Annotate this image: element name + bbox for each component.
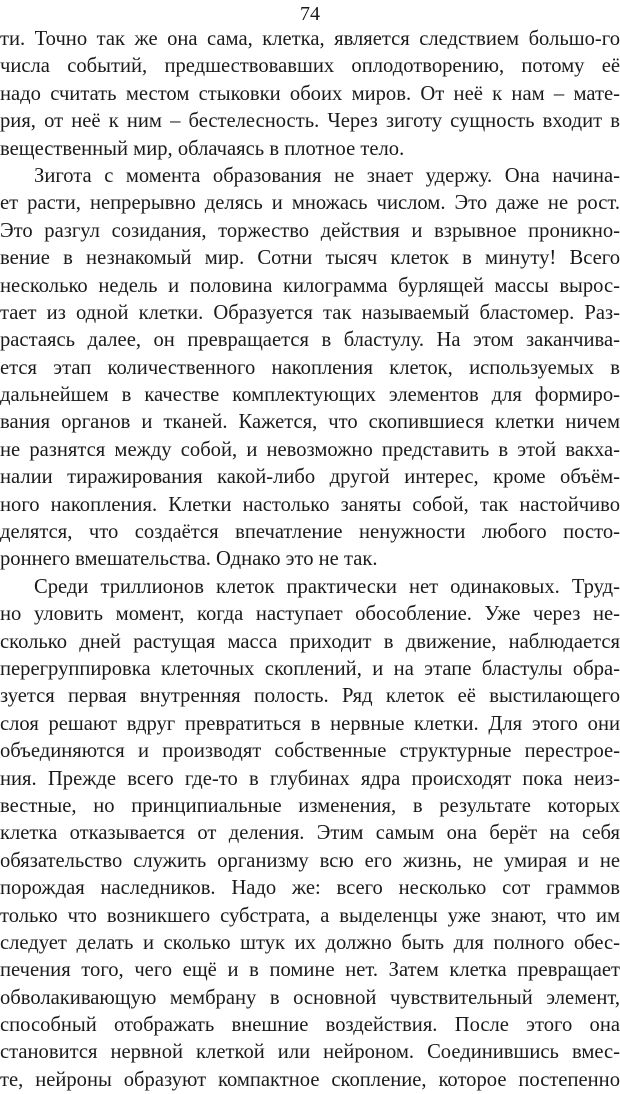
paragraph-end-line: вещественный мир, облачаясь в плотное тело. <box>0 137 405 160</box>
text-line: рия, от неё к ним – бестелесность. Через зиготу сущность входит в <box>0 110 620 133</box>
text-line: не разнятся между собой, и невозможно представить в этой вакха- <box>0 438 620 461</box>
text-line: растаясь далее, он превращается в бластулу. На этом заканчива- <box>0 329 620 352</box>
text-line: перегруппировка клеточных скоплений, и на этапе бластулы обра- <box>0 657 620 680</box>
text-line: вестные, но принципиальные изменения, в результате которых <box>0 794 620 817</box>
text-line: налии тиражирования какой-либо другой интерес, кроме объём- <box>0 466 620 489</box>
text-line: сколько дней растущая масса приходит в движение, наблюдается <box>0 630 620 653</box>
text-line: ти. Точно так же она сама, клетка, является следствием большо-го <box>0 28 620 50</box>
text-line: те, нейроны образуют компактное скопление, которое постепенно <box>0 1068 620 1091</box>
paragraph-start-line: Зигота с момента образования не знает удержу. Она начина- <box>34 164 620 187</box>
text-line: ется этап количественного накопления клеток, используемых в <box>0 356 620 379</box>
text-line: порождая наследников. Надо же: всего несколько сот граммов <box>0 877 620 900</box>
text-line: следует делать и сколько штук их должно быть для полного обес- <box>0 931 620 954</box>
text-line: печения того, чего ещё и в помине нет. Затем клетка превращает <box>0 959 620 982</box>
text-line: делятся, что создаётся впечатление ненужности любого посто- <box>0 521 620 544</box>
text-line: тает из одной клетки. Образуется так называемый бластомер. Раз- <box>0 301 620 324</box>
text-line: несколько недель и половина килограмма бурлящей массы вырос- <box>0 274 620 297</box>
text-line: вания органов и тканей. Кажется, что скопившиеся клетки ничем <box>0 411 620 434</box>
text-line: ного накопления. Клетки настолько заняты собой, так настойчиво <box>0 493 620 516</box>
text-line: ния. Прежде всего где-то в глубинах ядра происходят пока неиз- <box>0 767 620 790</box>
text-line: обязательство служить организму всю его жизнь, не умирая и не <box>0 849 620 872</box>
text-line: обволакивающую мембрану в основной чувствительный элемент, <box>0 986 620 1009</box>
text-line: зуется первая внутренняя полость. Ряд клеток её выстилающего <box>0 685 620 708</box>
text-line: надо считать местом стыковки обоих миров. От неё к нам – мате- <box>0 82 620 105</box>
text-line: только что возникшего субстрата, а выделенцы уже знают, что им <box>0 904 620 927</box>
paragraph-start-line: Среди триллионов клеток практически нет одинаковых. Труд- <box>34 575 620 598</box>
text-line: становится нервной клеткой или нейроном. Соединившись вмес- <box>0 1041 620 1064</box>
text-line: числа событий, предшествовавших оплодотворению, потому её <box>0 55 620 78</box>
text-line: ет расти, непрерывно делясь и множась числом. Это даже не рост. <box>0 192 620 215</box>
text-line: но уловить момент, когда наступает обособление. Уже через не- <box>0 603 620 626</box>
text-line: слоя решают вдруг превратиться в нервные клетки. Для этого они <box>0 712 620 735</box>
text-line: вение в незнакомый мир. Сотни тысяч клеток в минуту! Всего <box>0 247 620 270</box>
paragraph-end-line: роннего вмешательства. Однако это не так. <box>0 548 378 571</box>
text-line: дальнейшем в качестве комплектующих элементов для формиро- <box>0 384 620 407</box>
text-line: способный отображать внешние воздействия. После этого она <box>0 1014 620 1037</box>
text-line: объединяются и производят собственные структурные перестрое- <box>0 740 620 763</box>
text-line: Это разгул созидания, торжество действия и взрывное проникно- <box>0 219 620 242</box>
text-line: клетка отказывается от деления. Этим самым она берёт на себя <box>0 822 620 845</box>
page-number: 74 <box>300 3 320 25</box>
body-text <box>0 26 620 1094</box>
